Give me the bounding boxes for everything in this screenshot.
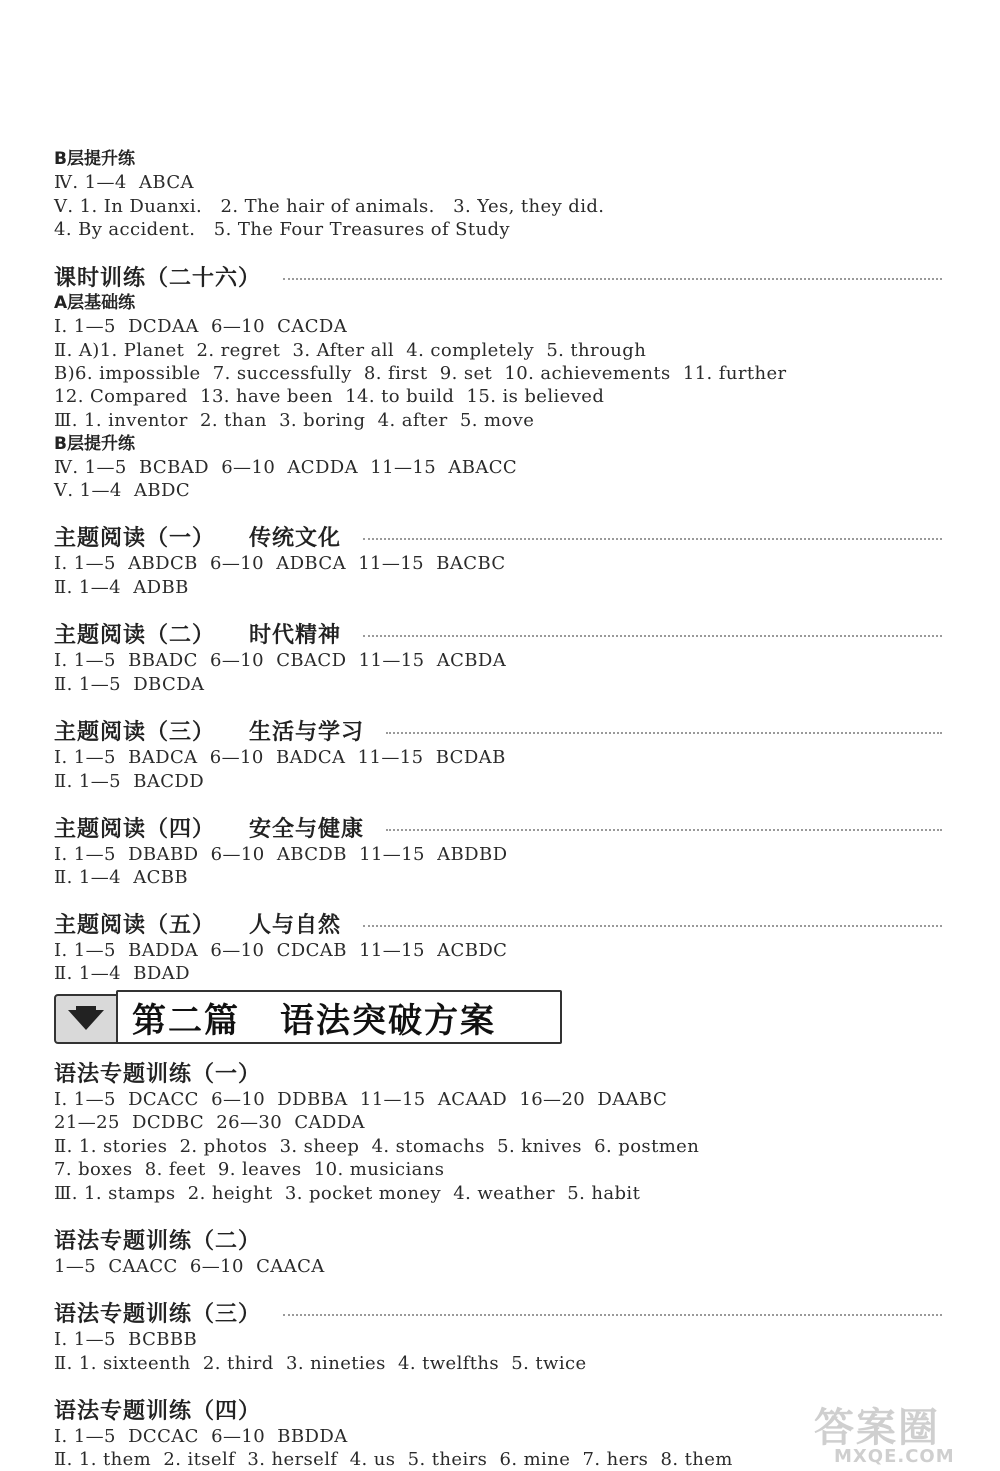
- site-watermark: [806, 1396, 994, 1466]
- answer-line: Ⅰ. 1—5 ABDCB 6—10 ADBCA 11—15 BACBC: [54, 553, 506, 574]
- answer-line: Ⅱ. 1—4 ACBB: [54, 867, 189, 888]
- answer-line: Ⅰ. 1—5 BBADC 6—10 CBACD 11—15 ACBDA: [54, 650, 507, 671]
- answer-line: B)6. impossible 7. successfully 8. first 9. set 10. achievements 11. further: [54, 363, 787, 384]
- answer-line: Ⅰ. 1—5 BADCA 6—10 BADCA 11—15 BCDAB: [54, 747, 506, 768]
- part-banner: [54, 990, 562, 1044]
- section-subtitle: 生活与学习: [249, 719, 365, 745]
- section-title: 主题阅读（三）: [54, 719, 216, 745]
- dotted-rule: [386, 732, 942, 734]
- section-title: 语法专题训练（二）: [54, 1228, 262, 1254]
- answer-line: Ⅴ. 1. In Duanxi. 2. The hair of animals. 3. Yes, they did.: [54, 196, 605, 217]
- section-heading: [54, 616, 942, 650]
- answer-line: Ⅱ. 1—4 ADBB: [54, 577, 189, 598]
- answer-line: Ⅳ. 1—4 ABCA: [54, 172, 194, 193]
- answer-line: Ⅳ. 1—5 BCBAD 6—10 ACDDA 11—15 ABACC: [54, 457, 518, 478]
- dotted-rule: [363, 538, 942, 540]
- section-title: 主题阅读（一）: [54, 525, 216, 551]
- dotted-rule: [363, 925, 942, 927]
- section-heading: [54, 906, 942, 940]
- section-title: 语法专题训练（三）: [54, 1301, 262, 1327]
- answer-line: Ⅰ. 1—5 DCACC 6—10 DDBBA 11—15 ACAAD 16—20 DAABC: [54, 1089, 668, 1110]
- section-title: 语法专题训练（四）: [54, 1398, 262, 1424]
- answer-line: Ⅱ. 1—4 BDAD: [54, 963, 190, 984]
- section-title: 主题阅读（四）: [54, 816, 216, 842]
- section-subtitle: 时代精神: [249, 622, 342, 648]
- answer-line: Ⅰ. 1—5 DCCAC 6—10 BBDDA: [54, 1426, 348, 1447]
- banner-title: 语法突破方案: [280, 1000, 496, 1041]
- banner-title-box: [116, 990, 562, 1044]
- section-title: 语法专题训练（一）: [54, 1061, 262, 1087]
- section-subtitle: 传统文化: [249, 525, 342, 551]
- answer-line: Ⅰ. 1—5 BCBBB: [54, 1329, 198, 1350]
- dotted-rule: [283, 1314, 942, 1316]
- answer-line: Ⅱ. A)1. Planet 2. regret 3. After all 4. completely 5. through: [54, 340, 647, 361]
- section-heading: [54, 713, 942, 747]
- answer-line: Ⅱ. 1—5 DBCDA: [54, 674, 205, 695]
- section-title: 主题阅读（二）: [54, 622, 216, 648]
- answer-line: Ⅱ. 1. sixteenth 2. third 3. nineties 4. twelfths 5. twice: [54, 1353, 587, 1374]
- section-heading: [54, 1055, 942, 1089]
- section-title: 课时训练（二十六）: [54, 265, 262, 291]
- answer-line: Ⅰ. 1—5 BADDA 6—10 CDCAB 11—15 ACBDC: [54, 940, 508, 961]
- banner-part-label: 第二篇: [132, 1000, 240, 1041]
- layer-label: B层提升练: [54, 434, 135, 454]
- answer-line: 12. Compared 13. have been 14. to build 15. is believed: [54, 386, 605, 407]
- section-heading: [54, 810, 942, 844]
- section-heading: [54, 259, 942, 293]
- answer-line: Ⅰ. 1—5 DCDAA 6—10 CACDA: [54, 316, 348, 337]
- layer-label: A层基础练: [54, 293, 136, 313]
- dotted-rule: [283, 278, 942, 280]
- answer-line: Ⅱ. 1. them 2. itself 3. herself 4. us 5. theirs 6. mine 7. hers 8. them: [54, 1449, 733, 1470]
- section-subtitle: 安全与健康: [249, 816, 365, 842]
- section-heading: [54, 1295, 942, 1329]
- dotted-rule: [386, 829, 942, 831]
- answer-line: Ⅱ. 1. stories 2. photos 3. sheep 4. stomachs 5. knives 6. postmen: [54, 1136, 700, 1157]
- answer-line: Ⅲ. 1. stamps 2. height 3. pocket money 4. weather 5. habit: [54, 1183, 641, 1204]
- watermark-logo-text: 答案圈: [814, 1405, 940, 1451]
- section-title: 主题阅读（五）: [54, 912, 216, 938]
- section-heading: [54, 519, 942, 553]
- arrow-down-icon: [66, 1006, 106, 1032]
- dotted-rule: [363, 635, 942, 637]
- answer-line: Ⅱ. 1—5 BACDD: [54, 771, 205, 792]
- banner-arrow-box: [54, 994, 118, 1044]
- section-heading: [54, 1222, 942, 1256]
- answer-line: Ⅰ. 1—5 DBABD 6—10 ABCDB 11—15 ABDBD: [54, 844, 508, 865]
- answer-line: Ⅲ. 1. inventor 2. than 3. boring 4. after 5. move: [54, 410, 535, 431]
- answer-line: 7. boxes 8. feet 9. leaves 10. musicians: [54, 1159, 445, 1180]
- answer-line: 4. By accident. 5. The Four Treasures of Study: [54, 219, 510, 240]
- watermark-domain: MXQE.COM: [834, 1446, 955, 1467]
- answer-line: Ⅴ. 1—4 ABDC: [54, 480, 191, 501]
- layer-label: B层提升练: [54, 149, 135, 169]
- answer-line: 1—5 CAACC 6—10 CAACA: [54, 1256, 325, 1277]
- section-subtitle: 人与自然: [249, 912, 342, 938]
- answer-line: 21—25 DCDBC 26—30 CADDA: [54, 1112, 365, 1133]
